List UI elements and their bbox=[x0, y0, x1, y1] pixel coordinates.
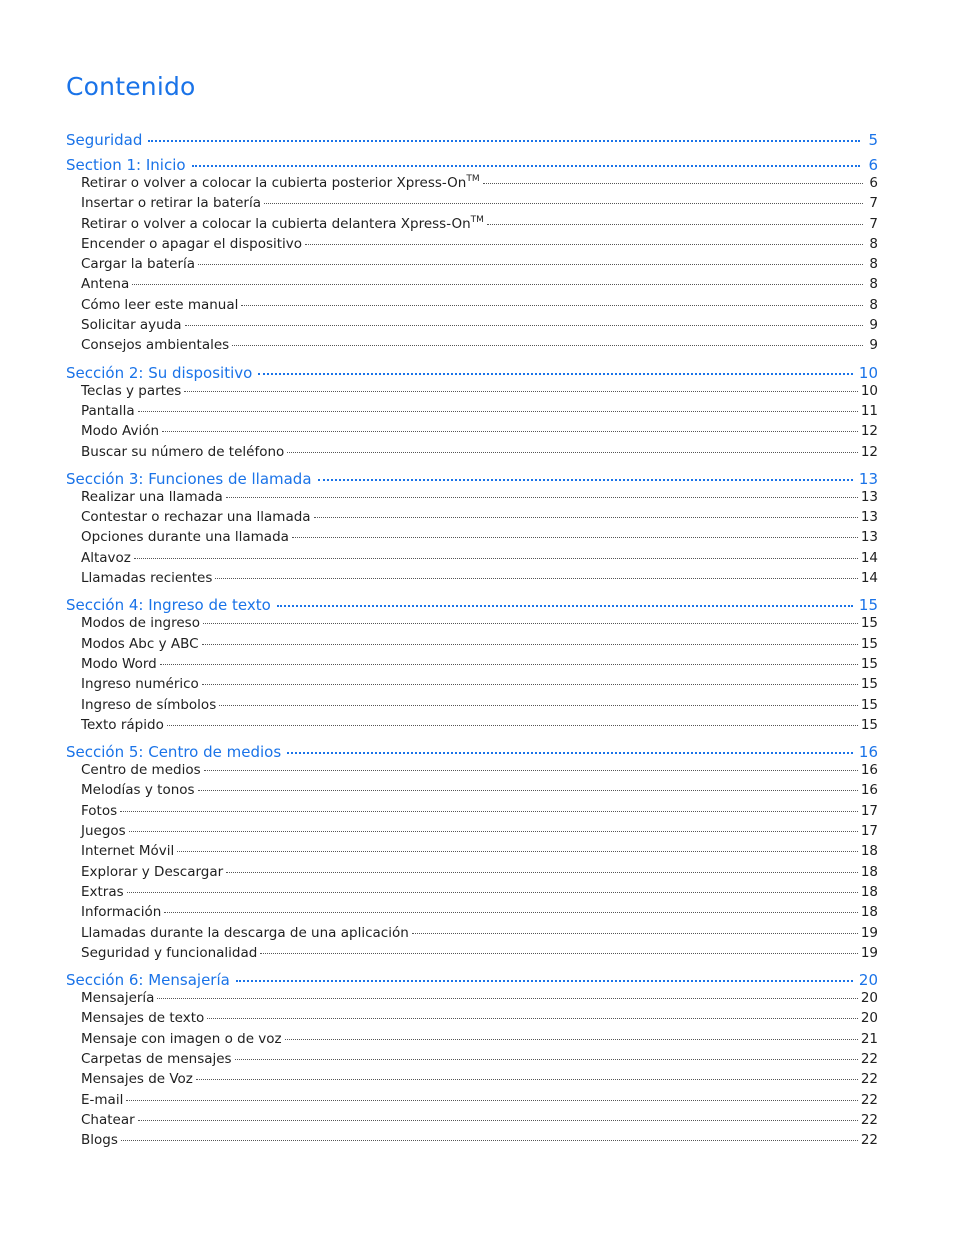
toc-entry-text: Centro de medios bbox=[81, 762, 201, 779]
dot-leader bbox=[215, 578, 857, 579]
toc-entry[interactable] bbox=[66, 945, 878, 965]
toc-page-number: 6 bbox=[868, 156, 878, 174]
toc-entry-label bbox=[81, 1092, 123, 1108]
toc-entry-label bbox=[81, 509, 311, 525]
toc-entry[interactable] bbox=[66, 423, 878, 443]
trademark-superscript: TM bbox=[466, 174, 480, 184]
toc-section-heading[interactable] bbox=[66, 743, 878, 762]
toc-entry-text: Consejos ambientales bbox=[81, 337, 230, 354]
dot-leader bbox=[138, 1120, 858, 1121]
toc-entry-label bbox=[81, 570, 212, 586]
toc-page-number: 15 bbox=[860, 615, 878, 632]
toc-entry-text: Teclas y partes bbox=[81, 382, 182, 399]
toc-section-heading[interactable] bbox=[66, 131, 878, 150]
dot-leader bbox=[162, 431, 858, 432]
toc-section bbox=[66, 156, 878, 358]
toc-entry-text: Modo Word bbox=[81, 655, 157, 672]
toc-section bbox=[66, 743, 878, 965]
toc-entry-text: Realizar una llamada bbox=[81, 488, 223, 505]
toc-entry[interactable] bbox=[66, 236, 878, 256]
dot-leader bbox=[292, 537, 858, 538]
toc-entry[interactable] bbox=[66, 636, 878, 656]
toc-page-number: 8 bbox=[869, 235, 878, 252]
toc-entry[interactable] bbox=[66, 615, 878, 635]
toc-page-number: 18 bbox=[860, 904, 878, 921]
toc-page-number: 15 bbox=[860, 655, 878, 672]
toc-page-number: 12 bbox=[860, 443, 878, 460]
dot-leader bbox=[177, 851, 858, 852]
toc-entry-label bbox=[81, 676, 199, 692]
toc-entry-label bbox=[81, 717, 164, 733]
toc-section-heading[interactable] bbox=[66, 596, 878, 615]
toc-page-number: 5 bbox=[868, 131, 878, 149]
toc-page-number: 20 bbox=[860, 1010, 878, 1027]
toc-entry[interactable] bbox=[66, 276, 878, 296]
toc-entry-text: Buscar su número de teléfono bbox=[81, 443, 285, 460]
toc-entry-label bbox=[81, 550, 131, 566]
toc-entry-text: Pantalla bbox=[81, 402, 135, 419]
toc-section bbox=[66, 364, 878, 464]
toc-entry-text: Opciones durante una llamada bbox=[81, 529, 289, 546]
toc-entry[interactable] bbox=[66, 1031, 878, 1051]
toc-entry[interactable] bbox=[66, 256, 878, 276]
toc-entry-label bbox=[81, 945, 257, 961]
dot-leader bbox=[134, 558, 858, 559]
dot-leader bbox=[167, 725, 858, 726]
toc-entry-text: Ingreso de símbolos bbox=[81, 696, 217, 713]
toc-entry-text: Retirar o volver a colocar la cubierta delantera Xpress-On bbox=[81, 215, 471, 232]
toc-entry-text: Cómo leer este manual bbox=[81, 296, 239, 313]
dot-leader bbox=[198, 264, 863, 265]
toc-section bbox=[66, 596, 878, 737]
toc-entry-label bbox=[81, 1132, 118, 1148]
toc-page-number: 15 bbox=[858, 596, 878, 615]
toc-page-number: 22 bbox=[860, 1091, 878, 1108]
toc-entry-text: Antena bbox=[81, 276, 130, 293]
dot-leader bbox=[232, 345, 863, 346]
toc-entry[interactable] bbox=[66, 216, 878, 236]
toc-entry[interactable] bbox=[66, 904, 878, 924]
toc-entry[interactable] bbox=[66, 509, 878, 529]
toc-entry-label bbox=[81, 423, 159, 439]
toc-section-heading[interactable] bbox=[66, 971, 878, 990]
toc-page-number: 7 bbox=[869, 195, 878, 212]
toc-entry[interactable] bbox=[66, 762, 878, 782]
dot-leader bbox=[127, 892, 858, 893]
toc-page-number: 19 bbox=[860, 944, 878, 961]
dot-leader bbox=[192, 165, 860, 167]
dot-leader bbox=[203, 623, 858, 624]
toc-page-number: 8 bbox=[869, 256, 878, 273]
toc-entry[interactable] bbox=[66, 317, 878, 337]
dot-leader bbox=[305, 244, 863, 245]
toc-page-number: 7 bbox=[869, 215, 878, 232]
toc-page-number: 22 bbox=[860, 1050, 878, 1067]
toc-entry[interactable] bbox=[66, 297, 878, 317]
toc-entry-label bbox=[81, 782, 195, 798]
toc-entry-label bbox=[81, 195, 261, 211]
toc-page-number: 8 bbox=[869, 276, 878, 293]
dot-leader bbox=[196, 1079, 858, 1080]
toc-entry-text: Blogs bbox=[81, 1132, 118, 1149]
toc-entry-label bbox=[81, 615, 200, 631]
toc-entry-text: E-mail bbox=[81, 1091, 124, 1108]
toc-entry-text: Mensajes de Voz bbox=[81, 1071, 193, 1088]
toc-page-number: 8 bbox=[869, 296, 878, 313]
toc-section-title: Sección 4: Ingreso de texto bbox=[66, 596, 271, 615]
page-title: Contenido bbox=[66, 72, 196, 101]
toc-section-title: Sección 5: Centro de medios bbox=[66, 743, 282, 762]
toc-entry-text: Modos Abc y ABC bbox=[81, 635, 199, 652]
toc-entry-text: Internet Móvil bbox=[81, 843, 175, 860]
toc-entry[interactable] bbox=[66, 1132, 878, 1152]
dot-leader bbox=[164, 912, 858, 913]
toc-section bbox=[66, 131, 878, 150]
toc-entry[interactable] bbox=[66, 383, 878, 403]
dot-leader bbox=[185, 325, 863, 326]
dot-leader bbox=[226, 497, 858, 498]
dot-leader bbox=[236, 980, 853, 982]
dot-leader bbox=[157, 998, 857, 999]
dot-leader bbox=[235, 1059, 858, 1060]
toc-page-number: 9 bbox=[869, 317, 878, 334]
toc-entry-label bbox=[81, 403, 135, 419]
toc-entry[interactable] bbox=[66, 195, 878, 215]
dot-leader bbox=[138, 411, 858, 412]
table-of-contents bbox=[66, 126, 878, 1152]
toc-page-number: 12 bbox=[860, 423, 878, 440]
toc-section-heading[interactable] bbox=[66, 364, 878, 383]
toc-entry[interactable] bbox=[66, 337, 878, 357]
toc-page-number: 15 bbox=[860, 635, 878, 652]
toc-entry[interactable] bbox=[66, 444, 878, 464]
toc-entry[interactable] bbox=[66, 884, 878, 904]
toc-entry-label bbox=[81, 216, 484, 232]
toc-section-title: Sección 3: Funciones de llamada bbox=[66, 469, 312, 488]
toc-entry[interactable] bbox=[66, 803, 878, 823]
toc-page-number: 22 bbox=[860, 1111, 878, 1128]
toc-entry-label bbox=[81, 1112, 135, 1128]
toc-entry[interactable] bbox=[66, 925, 878, 945]
toc-page-number: 14 bbox=[860, 570, 878, 587]
toc-entry-text: Mensajería bbox=[81, 990, 155, 1007]
toc-entry-label bbox=[81, 925, 409, 941]
toc-entry[interactable] bbox=[66, 489, 878, 509]
toc-page-number: 22 bbox=[860, 1132, 878, 1149]
toc-entry-label bbox=[81, 276, 129, 292]
toc-entry[interactable] bbox=[66, 403, 878, 423]
toc-entry[interactable] bbox=[66, 529, 878, 549]
dot-leader bbox=[120, 811, 858, 812]
dot-leader bbox=[126, 1100, 857, 1101]
toc-entry[interactable] bbox=[66, 782, 878, 802]
toc-entry[interactable] bbox=[66, 1092, 878, 1112]
toc-entry[interactable] bbox=[66, 843, 878, 863]
toc-section bbox=[66, 470, 878, 590]
toc-entry-label bbox=[81, 656, 157, 672]
toc-entry-label bbox=[81, 636, 199, 652]
toc-entry-text: Cargar la batería bbox=[81, 256, 196, 273]
trademark-superscript: TM bbox=[470, 214, 484, 225]
dot-leader bbox=[129, 831, 858, 832]
toc-entry[interactable] bbox=[66, 570, 878, 590]
toc-entry-label bbox=[81, 529, 289, 545]
dot-leader bbox=[260, 953, 857, 954]
dot-leader bbox=[412, 933, 858, 934]
toc-entry[interactable] bbox=[66, 550, 878, 570]
toc-entry-label bbox=[81, 803, 117, 819]
toc-entry-text: Modos de ingreso bbox=[81, 615, 200, 632]
toc-page-number: 13 bbox=[860, 529, 878, 546]
toc-entry-label bbox=[81, 823, 126, 839]
toc-page-number: 17 bbox=[860, 823, 878, 840]
dot-leader bbox=[207, 1018, 858, 1019]
toc-entry-label bbox=[81, 697, 216, 713]
toc-entry-label bbox=[81, 1010, 204, 1026]
toc-page-number: 18 bbox=[860, 863, 878, 880]
dot-leader bbox=[204, 770, 858, 771]
dot-leader bbox=[487, 224, 863, 225]
toc-entry[interactable] bbox=[66, 823, 878, 843]
dot-leader bbox=[226, 872, 858, 873]
toc-page-number: 10 bbox=[858, 363, 878, 382]
toc-page-number: 16 bbox=[860, 782, 878, 799]
dot-leader bbox=[219, 705, 858, 706]
toc-page-number: 15 bbox=[860, 676, 878, 693]
dot-leader bbox=[241, 305, 863, 306]
dot-leader bbox=[121, 1140, 858, 1141]
toc-page-number: 6 bbox=[869, 175, 878, 191]
toc-entry-text: Altavoz bbox=[81, 549, 131, 566]
toc-entry-text: Juegos bbox=[81, 823, 126, 840]
dot-leader bbox=[314, 517, 858, 518]
toc-entry-label bbox=[81, 990, 154, 1006]
toc-entry-label bbox=[81, 317, 182, 333]
toc-section-title: Sección 6: Mensajería bbox=[66, 971, 230, 990]
toc-page-number: 13 bbox=[860, 488, 878, 505]
toc-entry-text: Melodías y tonos bbox=[81, 782, 195, 799]
toc-entry-text: Extras bbox=[81, 883, 124, 900]
toc-entry-text: Información bbox=[81, 904, 162, 921]
toc-entry-label bbox=[81, 489, 223, 505]
toc-section-title: Section 1: Inicio bbox=[66, 156, 186, 174]
dot-leader bbox=[202, 644, 858, 645]
toc-entry-text: Carpetas de mensajes bbox=[81, 1050, 232, 1067]
toc-entry-label bbox=[81, 904, 161, 920]
toc-entry-label bbox=[81, 337, 229, 353]
toc-page-number: 17 bbox=[860, 802, 878, 819]
dot-leader bbox=[277, 605, 853, 607]
toc-entry-label bbox=[81, 236, 302, 252]
toc-entry-text: Encender o apagar el dispositivo bbox=[81, 235, 303, 252]
toc-entry-label bbox=[81, 256, 195, 272]
toc-page-number: 18 bbox=[860, 843, 878, 860]
toc-page-number: 16 bbox=[860, 762, 878, 779]
toc-page-number: 15 bbox=[860, 716, 878, 733]
dot-leader bbox=[258, 373, 853, 375]
toc-entry-text: Mensaje con imagen o de voz bbox=[81, 1030, 282, 1047]
toc-entry[interactable] bbox=[66, 1071, 878, 1091]
dot-leader bbox=[287, 452, 858, 453]
toc-entry-label bbox=[81, 884, 124, 900]
toc-entry-text: Modo Avión bbox=[81, 423, 160, 440]
toc-page-number: 14 bbox=[860, 549, 878, 566]
toc-page-number: 16 bbox=[858, 743, 878, 762]
toc-entry-text: Retirar o volver a colocar la cubierta posterior Xpress-On bbox=[81, 175, 467, 191]
toc-page-number: 18 bbox=[860, 883, 878, 900]
toc-entry-text: Texto rápido bbox=[81, 716, 164, 733]
toc-entry[interactable] bbox=[66, 676, 878, 696]
toc-entry[interactable] bbox=[66, 1112, 878, 1132]
toc-entry[interactable] bbox=[66, 864, 878, 884]
toc-entry-text: Seguridad y funcionalidad bbox=[81, 944, 258, 961]
toc-entry-text: Llamadas durante la descarga de una aplicación bbox=[81, 924, 409, 941]
toc-entry-text: Chatear bbox=[81, 1111, 135, 1128]
dot-leader bbox=[483, 183, 863, 184]
toc-entry-text: Ingreso numérico bbox=[81, 676, 199, 693]
toc-entry-text: Mensajes de texto bbox=[81, 1010, 205, 1027]
toc-entry-label bbox=[81, 1031, 282, 1047]
dot-leader bbox=[132, 284, 863, 285]
toc-entry-label bbox=[81, 1071, 193, 1087]
toc-entry[interactable] bbox=[66, 1051, 878, 1071]
toc-page-number: 20 bbox=[858, 971, 878, 990]
dot-leader bbox=[202, 684, 858, 685]
toc-section-heading[interactable] bbox=[66, 470, 878, 489]
toc-entry-text: Fotos bbox=[81, 802, 118, 819]
toc-entry-label bbox=[81, 843, 174, 859]
toc-entry-text: Solicitar ayuda bbox=[81, 317, 182, 334]
toc-page-number: 15 bbox=[860, 696, 878, 713]
dot-leader bbox=[285, 1039, 858, 1040]
toc-entry-label bbox=[81, 1051, 232, 1067]
toc-entry[interactable] bbox=[66, 697, 878, 717]
dot-leader bbox=[160, 664, 858, 665]
dot-leader bbox=[184, 391, 857, 392]
toc-page-number: 19 bbox=[860, 924, 878, 941]
toc-page-number: 20 bbox=[860, 990, 878, 1007]
toc-page-number: 21 bbox=[860, 1030, 878, 1047]
toc-page-number: 13 bbox=[860, 509, 878, 526]
toc-entry-text: Contestar o rechazar una llamada bbox=[81, 509, 311, 526]
toc-entry[interactable] bbox=[66, 1010, 878, 1030]
toc-section bbox=[66, 971, 878, 1152]
toc-section-title: Sección 2: Su dispositivo bbox=[66, 363, 253, 382]
toc-section-heading[interactable] bbox=[66, 156, 878, 175]
toc-page-number: 11 bbox=[860, 402, 878, 419]
toc-entry-label bbox=[81, 864, 223, 880]
toc-entry[interactable] bbox=[66, 717, 878, 737]
toc-entry[interactable] bbox=[66, 990, 878, 1010]
toc-entry[interactable] bbox=[66, 175, 878, 195]
dot-leader bbox=[198, 790, 858, 791]
toc-entry-label bbox=[81, 383, 181, 399]
toc-section-title: Seguridad bbox=[66, 131, 143, 149]
toc-entry-text: Explorar y Descargar bbox=[81, 863, 224, 880]
toc-entry-label bbox=[81, 762, 201, 778]
toc-entry-text: Insertar o retirar la batería bbox=[81, 195, 261, 212]
toc-page-number: 22 bbox=[860, 1071, 878, 1088]
dot-leader bbox=[148, 140, 860, 142]
toc-page-number: 9 bbox=[869, 337, 878, 354]
toc-entry-text: Llamadas recientes bbox=[81, 570, 213, 587]
dot-leader bbox=[287, 752, 853, 754]
dot-leader bbox=[264, 203, 863, 204]
toc-page-number: 10 bbox=[860, 382, 878, 399]
dot-leader bbox=[318, 479, 853, 481]
toc-entry[interactable] bbox=[66, 656, 878, 676]
toc-entry-label bbox=[81, 297, 238, 313]
toc-entry-label bbox=[81, 444, 284, 460]
toc-page-number: 13 bbox=[858, 469, 878, 488]
toc-entry-label bbox=[81, 175, 480, 191]
